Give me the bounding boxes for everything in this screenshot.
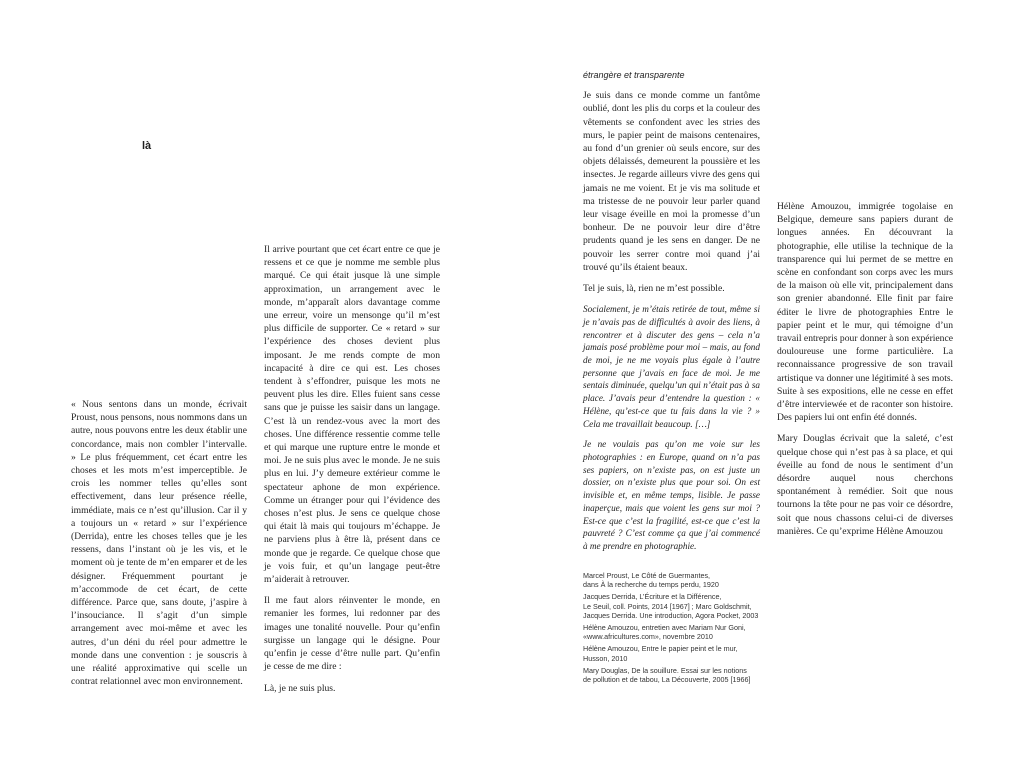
column-right-testimony: [583, 69, 760, 553]
paragraph: Je suis dans ce monde comme un fantôme oublié, dont les plis du corps et la couleur des vêtements se confondent avec les stries des murs, le papier peint de maisons centenaires, au fond d’un grenier où seuls encore, sur des objets délaissés, demeurent la poussière et les insectes. Je regarde ailleurs vivre des gens qui jamais ne me voient. Et je vis ma solitude et ma tristesse de ne pouvoir leur parler quand leur visage éveille en moi la promesse d’un bonheur. De ne pouvoir leur dire d’être prudents quand je les sens en danger. De ne pouvoir les serrer contre moi quand j’ai trouvé qu’ils étaient beaux.: [583, 90, 760, 273]
reference-line: «www.africultures.com», novembre 2010: [583, 632, 713, 642]
reference-line: Jacques Derrida, L’Écriture et la Différence,: [583, 592, 722, 602]
references-list: [583, 571, 773, 687]
reference-line: Mary Douglas, De la souillure. Essai sur les notions: [583, 665, 747, 675]
reference-item: [583, 644, 773, 662]
reference-item: [583, 592, 773, 620]
column-left-continued: [264, 243, 440, 695]
reference-line: de pollution et de tabou, La Découverte, 2005 [1966]: [583, 675, 751, 685]
reference-item: [583, 666, 773, 684]
column-left-intro: [71, 398, 247, 688]
reference-item: [583, 571, 773, 589]
section-heading: là: [142, 140, 152, 152]
paragraph: Il me faut alors réinventer le monde, en remanier les formes, lui redonner par des images une tonalité nouvelle. Pour qu’enfin surgisse un langage qui le désigne. Pour qu’enfin je cesse d’être nulle part. Qu’enfin je cesse de me dire :: [264, 595, 440, 673]
column-right-commentary: [777, 200, 953, 538]
quote-paragraph: Socialement, je m’étais retirée de tout, même si je n’avais pas de difficultés à avoir des liens, à rencontrer et à discuter des gens – cela n’a jamais posé problème pour moi – mais, au fond de moi, je ne me voyais plus égale à l’autre personne que j’avais en face de moi. Je me sentais diminuée, quelqu’un qui n’était pas à sa place. J’avais peur d’entendre la question : « Hélène, qu’est-ce que tu fais dans la vie ? » Cela me travaillait beaucoup. […]: [583, 304, 760, 429]
reference-item: [583, 623, 773, 641]
paragraph: Mary Douglas écrivait que la saleté, c’est quelque chose qui n’est pas à sa place, et qui éveille au fond de nous le sentiment d’un désordre auquel nous cherchons spontanément à remédier. Soit que nous tournons la tête pour ne pas voir ce désordre, soit que nous chassons celui-ci de diverses manières. Ce qu’exprime Hélène Amouzou: [777, 433, 953, 537]
reference-line: Hélène Amouzou, Entre le papier peint et le mur,: [583, 644, 738, 654]
reference-line: Jacques Derrida. Une introduction, Agora Pocket, 2003: [583, 610, 759, 620]
paragraph: Il arrive pourtant que cet écart entre ce que je ressens et ce que je nomme me semble plus marqué. Ce qui était jusque là une simple approximation, un arrangement avec le monde, m’apparaît alors davantage comme une erreur, voire un mensonge qu’il m’est plus difficile de supporter. Ce « retard » sur l’expérience des choses devient plus imposant. Je me rends compte de mon incapacité à dire ce qui est. Les choses tendent à s’effondrer, puisque les mots ne peuvent plus les dire. Elles fuient sans cesse sans que je puisse les saisir dans un langage. C’est là un rendez-vous avec la mort des choses. Une différence ressentie comme telle et qui marque une rupture entre le monde et moi. Je ne suis plus avec le monde. Je ne suis plus en lui. J’y demeure extérieur comme le spectateur aphone de mon expérience. Comme un étranger pour qui l’évidence des choses n’est plus. Je sens ce quelque chose qui était là mais qui toujours m’échappe. Je ne parviens plus à être là, présent dans ce monde que je regarde. Ce quelque chose que je vois fuir, et qu’un langage peut-être m’aiderait à retrouver.: [264, 244, 440, 586]
section-subtitle: étrangère et transparente: [583, 70, 685, 80]
paragraph: Tel je suis, là, rien ne m’est possible.: [583, 283, 725, 295]
reference-line: dans À la recherche du temps perdu, 1920: [583, 580, 719, 590]
paragraph: « Nous sentons dans un monde, écrivait Proust, nous pensons, nous nommons dans un autre, nous pouvons entre les deux établir une concordance, mais non combler l’intervalle. » Le plus fréquemment, cet écart entre les choses et les mots m’est imperceptible. Je crois les nommer telles qu’elles sont effectivement, dans leur présence réelle, immédiate, mais ce n’est qu’illusion. Car il y a toujours un « retard » sur l’expérience (Derrida), entre les choses telles que je les ressens, dans l’instant où je les vis, et le moment où je tente de m’en emparer et de les désigner. Fréquemment pourtant je m’accommode de cet écart, de cette différence. Parce que, sans doute, j’aspire à l’insouciance. Il s’agit d’un simple arrangement avec moi-même et avec les autres, d’un déni du réel pour admettre le monde dans une convention : je souscris à une réalité approximative qui scelle un contrat relationnel avec mon environnement.: [71, 399, 247, 688]
paragraph: Là, je ne suis plus.: [264, 682, 336, 694]
reference-line: Le Seuil, coll. Points, 2014 [1967] ; Marc Goldschmit,: [583, 601, 752, 611]
reference-line: Hélène Amouzou, entretien avec Mariam Nur Goni,: [583, 623, 746, 633]
reference-line: Marcel Proust, Le Côté de Guermantes,: [583, 571, 711, 580]
paragraph: Hélène Amouzou, immigrée togolaise en Belgique, demeure sans papiers durant de longues années. En découvrant la photographie, elle utilise la technique de la transparence qui lui permet de se mettre en scène en confondant son corps avec les murs de la maison où elle vit, principalement dans son grenier abandonné. Elle finit par faire éditer le livre de photographies Entre le papier peint et le mur, qui témoigne d’un travail entrepris pour donner à son expérience douloureuse une forme particulière. La reconnaissance progressive de son travail artistique va donner une légitimité à ses mots. Suite à ses expositions, elle ne cesse en effet d’être interviewée et de raconter son histoire. Des papiers lui ont enfin été donnés.: [777, 201, 953, 424]
quote-paragraph: Je ne voulais pas qu’on me voie sur les photographies : en Europe, quand on n’a pas ses papiers, on n’existe pas, on est juste un dossier, on n’existe plus que pour soi. On est invisible et, en même temps, lisible. Je passe inaperçue, mais que voient les gens sur moi ? Est-ce que c’est la fragilité, est-ce que c’est la pauvreté ? C’est comme ça que j’ai commencé à me prendre en photographie.: [583, 439, 760, 551]
reference-line: Husson, 2010: [583, 653, 628, 663]
